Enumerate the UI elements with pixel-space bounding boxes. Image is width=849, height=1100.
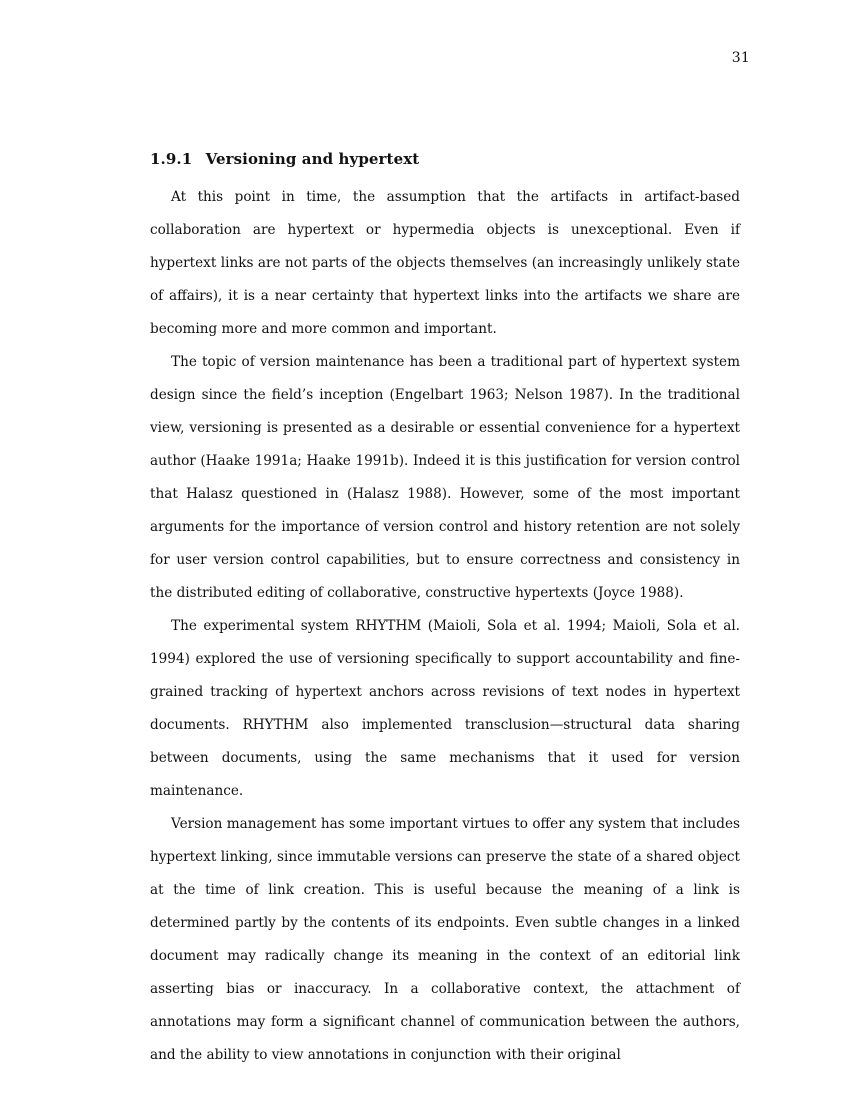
- body-paragraph: At this point in time, the assumption that the artifacts in artifact-based collaboration are hypertext or hypermedia objects is unexceptional. Even if hypertext links are not parts of the objects themselves (an increasingly unlikely state of affairs), it is a near certainty that hypertext links into the artifacts we share are becoming more and more common and important.: [150, 189, 740, 337]
- body-paragraph: The topic of version maintenance has been a traditional part of hypertext system design since the field’s inception (Engelbart 1963; Nelson 1987). In the traditional view, versioning is presented as a desirable or essential convenience for a hypertext author (Haake 1991a; Haake 1991b). Indeed it is this justification for version control that Halasz questioned in (Halasz 1988). However, some of the most important arguments for the importance of version control and history retention are not solely for user version control capabilities, but to ensure correctness and consistency in the distributed editing of collaborative, constructive hypertexts (Joyce 1988).: [150, 354, 740, 601]
- section-title: Versioning and hypertext: [205, 150, 420, 168]
- section-number: 1.9.1: [150, 150, 193, 168]
- body-paragraph: Version management has some important virtues to offer any system that includes hypertext linking, since immutable versions can preserve the state of a shared object at the time of link creation. This is useful because the meaning of a link is determined partly by the contents of its endpoints. Even subtle changes in a linked document may radically change its meaning in the context of an editorial link asserting bias or inaccuracy. In a collaborative context, the attachment of annotations may form a significant channel of communication between the authors, and the ability to view annotations in conjunction with their original: [150, 816, 740, 1063]
- page-number: 31: [731, 50, 750, 66]
- section-heading: [150, 147, 740, 171]
- page-body: [150, 147, 740, 1072]
- body-paragraph: The experimental system RHYTHM (Maioli, Sola et al. 1994; Maioli, Sola et al. 1994) explored the use of versioning specifically to support accountability and fine-grained tracking of hypertext anchors across revisions of text nodes in hypertext documents. RHYTHM also implemented transclusion—structural data sharing between documents, using the same mechanisms that it used for version maintenance.: [150, 618, 740, 799]
